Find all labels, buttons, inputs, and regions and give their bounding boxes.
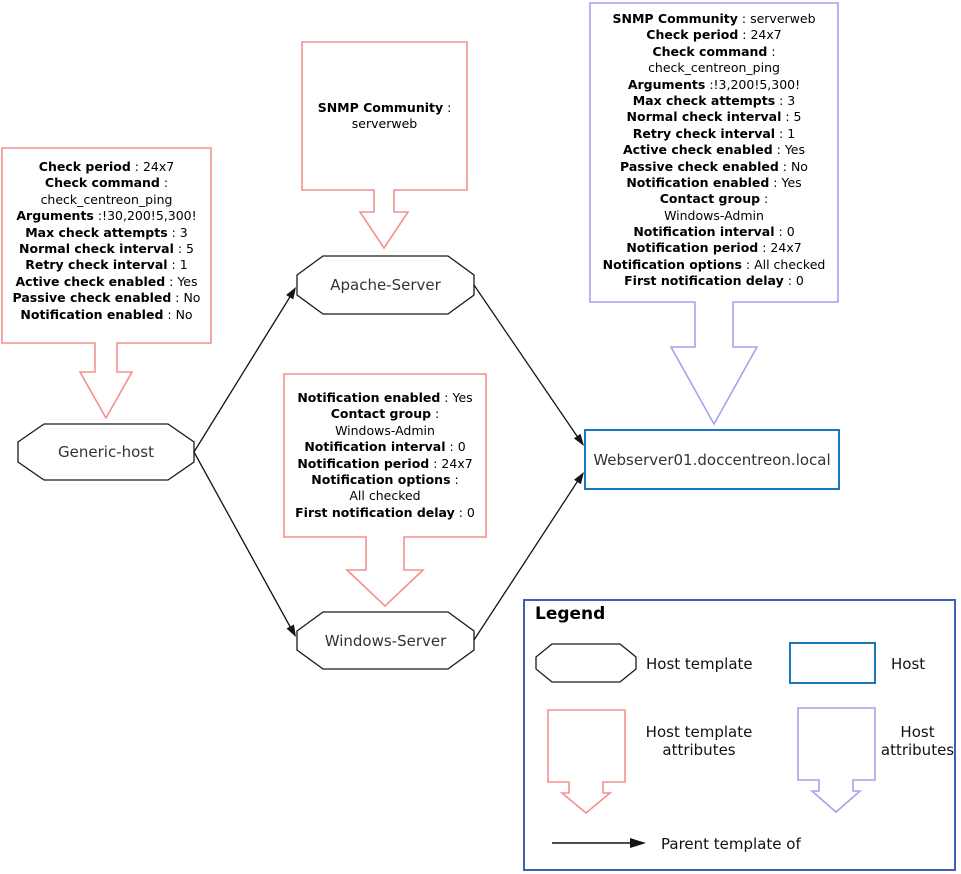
arrowhead-to-apache [286, 287, 296, 299]
attr-line [284, 505, 486, 521]
attr-value: : 0 [445, 439, 466, 455]
host-attributes-text [590, 11, 838, 290]
legend-host-template-attributes-line1: Host template [645, 723, 753, 741]
generic-host-node [18, 424, 194, 480]
attr-value: : All checked [741, 256, 826, 272]
legend-host-label: Host [891, 655, 926, 673]
arrowhead-to-webserver-2 [574, 472, 584, 484]
attr-label: Notification interval [304, 439, 446, 455]
attr-line [590, 60, 838, 76]
attr-value: serverweb [351, 116, 418, 131]
attr-line [590, 273, 838, 289]
attr-line [302, 100, 467, 116]
attr-line [284, 406, 486, 422]
attr-line [284, 439, 486, 455]
attr-line [590, 93, 838, 109]
generic-host-label: Generic-host [58, 443, 154, 461]
attr-value: check_centreon_ping [648, 60, 780, 76]
attr-label: Active check enabled [15, 273, 166, 289]
legend-host-attributes-line2: attributes [880, 741, 955, 759]
attr-value: : 24x7 [738, 27, 782, 43]
attr-label: Normal check interval [19, 240, 174, 256]
legend-host-template-label: Host template [646, 655, 753, 673]
attr-value: : 0 [774, 224, 795, 240]
attr-line [284, 390, 486, 406]
attr-line [590, 257, 838, 273]
attr-line [590, 27, 838, 43]
legend-title: Legend [535, 604, 606, 624]
attr-label: Notification enabled [297, 390, 441, 405]
snmp-attributes-text [302, 42, 467, 190]
attr-line [590, 175, 838, 191]
attr-value: All checked [349, 488, 421, 504]
attr-label: Notification interval [633, 224, 775, 240]
attr-label: Arguments [16, 208, 94, 224]
webserver-host-label: Webserver01.doccentreon.local [593, 450, 831, 469]
arrowhead-to-webserver-1 [574, 434, 584, 446]
attr-value: : [450, 471, 459, 487]
attr-value: : 24x7 [429, 455, 473, 471]
attr-value: : Yes [440, 390, 473, 405]
legend-host-template-attributes-line2: attributes [662, 741, 736, 759]
attr-value: : 24x7 [130, 159, 175, 174]
attr-value: : [767, 43, 776, 59]
arrowhead-to-windows-1 [287, 625, 297, 638]
attr-line [2, 225, 211, 241]
attr-line [284, 456, 486, 472]
attr-value: : No [778, 158, 808, 174]
webserver-host-node [585, 430, 839, 489]
attr-value: : 0 [783, 273, 804, 289]
attr-value: : 0 [454, 504, 475, 520]
attr-value: : 3 [167, 224, 188, 240]
attr-line [2, 175, 211, 191]
attr-label: Contact group [330, 406, 432, 422]
notification-attributes-text [284, 390, 486, 521]
attr-label: Max check attempts [25, 224, 168, 240]
attr-label: Check period [38, 159, 131, 174]
attr-value: :!3,200!5,300! [705, 76, 801, 92]
legend-host-attributes-line1: Host [900, 723, 935, 741]
windows-server-node [297, 612, 474, 669]
legend-parent-template-label: Parent template of [661, 835, 801, 853]
attr-label: Notification period [626, 240, 759, 256]
attr-value: : 3 [775, 92, 796, 108]
edge-generic-to-windows [194, 452, 293, 632]
attr-line [284, 472, 486, 488]
attr-line [2, 257, 211, 273]
attr-line [590, 208, 838, 224]
attr-line [590, 159, 838, 175]
attr-value: : [443, 99, 452, 115]
attr-label: Notification options [602, 256, 742, 272]
attr-value: check_centreon_ping [40, 191, 173, 207]
attr-line [2, 290, 211, 306]
attr-value: : 1 [167, 257, 188, 273]
attr-value: : [760, 191, 769, 207]
attr-label: Check command [44, 175, 160, 191]
legend-host-attributes-label [850, 723, 961, 759]
legend-host-shape [790, 643, 875, 683]
attr-line [590, 109, 838, 125]
attr-value: : 5 [173, 240, 194, 256]
attr-line [2, 274, 211, 290]
attr-value: : 1 [775, 125, 796, 141]
attr-line [590, 191, 838, 207]
windows-server-label: Windows-Server [324, 631, 447, 650]
attr-line [284, 488, 486, 504]
attr-value: : No [163, 306, 193, 322]
attr-value: : No [171, 290, 201, 306]
attr-label: Normal check interval [626, 109, 782, 125]
attr-label: Arguments [627, 76, 706, 92]
attr-value: : [159, 175, 169, 191]
attr-value: : Yes [772, 142, 805, 158]
attr-label: Retry check interval [25, 257, 168, 273]
attr-label: Notification options [311, 471, 451, 487]
attr-line [590, 224, 838, 240]
attr-label: Max check attempts [632, 92, 776, 108]
apache-server-node [297, 256, 474, 314]
attr-label: Retry check interval [632, 125, 776, 141]
attr-label: First notification delay [295, 504, 455, 520]
attr-line [590, 240, 838, 256]
attr-value: :!30,200!5,300! [93, 208, 197, 224]
attr-line [590, 11, 838, 27]
attr-value: : 24x7 [758, 240, 802, 256]
attr-line [590, 126, 838, 142]
attr-label: SNMP Community [612, 11, 738, 26]
attr-value: Windows-Admin [664, 207, 764, 223]
attr-line [590, 142, 838, 158]
attr-line [2, 307, 211, 323]
attr-line [2, 241, 211, 257]
attr-label: Notification enabled [20, 306, 164, 322]
attr-value: : serverweb [737, 11, 816, 26]
attr-line [284, 423, 486, 439]
attr-line [302, 116, 467, 132]
attr-line [2, 208, 211, 224]
attr-line [2, 159, 211, 175]
attr-label: First notification delay [624, 273, 784, 289]
attr-label: Passive check enabled [12, 290, 172, 306]
generic-host-attributes-text [2, 159, 211, 323]
attr-label: Contact group [659, 191, 761, 207]
attr-value: : [431, 406, 440, 422]
apache-server-label: Apache-Server [330, 276, 441, 294]
attr-label: Check period [646, 27, 739, 43]
attr-value: : 5 [781, 109, 802, 125]
attr-value: : Yes [769, 174, 802, 190]
attr-value: Windows-Admin [335, 422, 435, 438]
attr-line [590, 44, 838, 60]
attr-label: Notification enabled [626, 174, 770, 190]
attr-label: Check command [652, 43, 768, 59]
legend-host-template-attributes-label [635, 723, 763, 759]
attr-label: SNMP Community [317, 99, 444, 115]
legend-host-template-shape [536, 644, 636, 682]
attr-line [2, 192, 211, 208]
attr-value: : Yes [165, 273, 198, 289]
attr-label: Notification period [297, 455, 430, 471]
attr-label: Passive check enabled [620, 158, 779, 174]
attr-label: Active check enabled [623, 142, 773, 158]
edge-apache-to-webserver [474, 285, 581, 442]
attr-line [590, 77, 838, 93]
